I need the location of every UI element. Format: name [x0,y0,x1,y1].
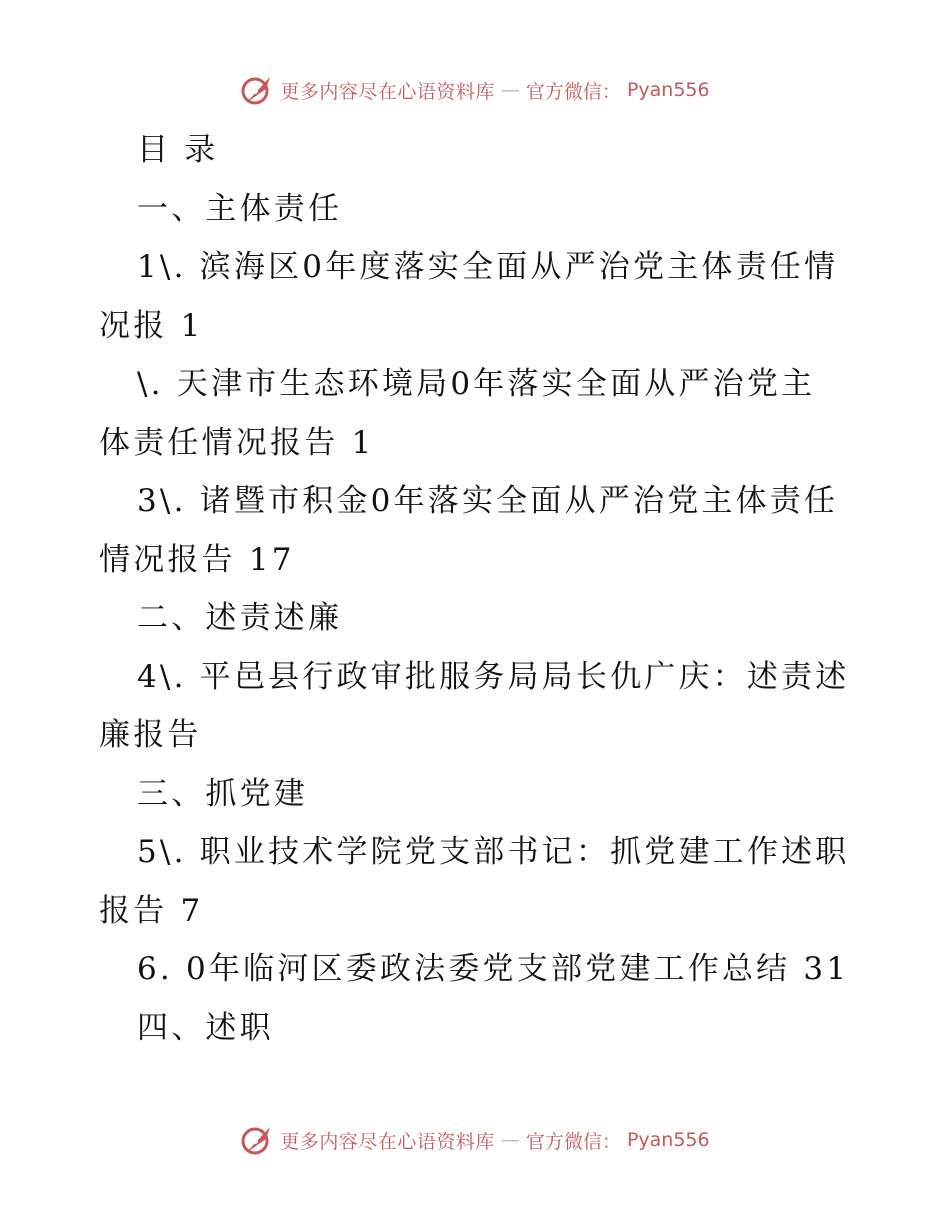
watermark-text: 更多内容尽在心语资料库 [280,1130,495,1153]
toc-line: 6. 0年临河区委政法委党支部党建工作总结 31 [137,951,850,987]
toc-line: 4\. 平邑县行政审批服务局局长仇广庆：述责述 [137,658,850,695]
toc-line: 5\. 职业技术学院党支部书记：抓党建工作述职 [137,834,850,870]
toc-line: 1\. 滨海区0年度落实全面从严治党主体责任情 [137,249,839,285]
toc-line: 三、抓党建 [137,775,308,812]
quill-logo-icon [240,73,274,107]
footer-watermark [0,1120,950,1160]
toc-line: 二、述责述廉 [137,600,343,636]
watermark-wechat-id: Pyan556 [626,1129,710,1151]
header-watermark [0,70,950,110]
document-body [99,121,859,1057]
toc-line: 体责任情况报告 1 [99,424,375,461]
quill-logo-icon [240,1123,274,1157]
toc-line: 一、主体责任 [137,190,343,227]
toc-line: 四、述职 [137,1009,274,1046]
toc-line: \. 天津市生态环境局0年落实全面从严治党主 [137,366,816,402]
toc-line: 3\. 诸暨市积金0年落实全面从严治党主体责任 [137,483,839,519]
toc-line: 廉报告 [99,717,202,753]
toc-line: 情况报告 17 [99,541,295,578]
watermark-separator: — [500,1129,520,1151]
watermark-wechat-id: Pyan556 [626,79,710,101]
toc-title: 目 录 [137,132,219,168]
watermark-separator: — [500,79,520,101]
toc-line: 报告 7 [99,892,204,929]
toc-lines [99,180,859,1058]
watermark-text: 更多内容尽在心语资料库 [280,80,495,103]
toc-line: 况报 1 [99,307,204,344]
watermark-wechat-label: 官方微信： [525,1130,621,1153]
watermark-wechat-label: 官方微信： [525,80,621,103]
